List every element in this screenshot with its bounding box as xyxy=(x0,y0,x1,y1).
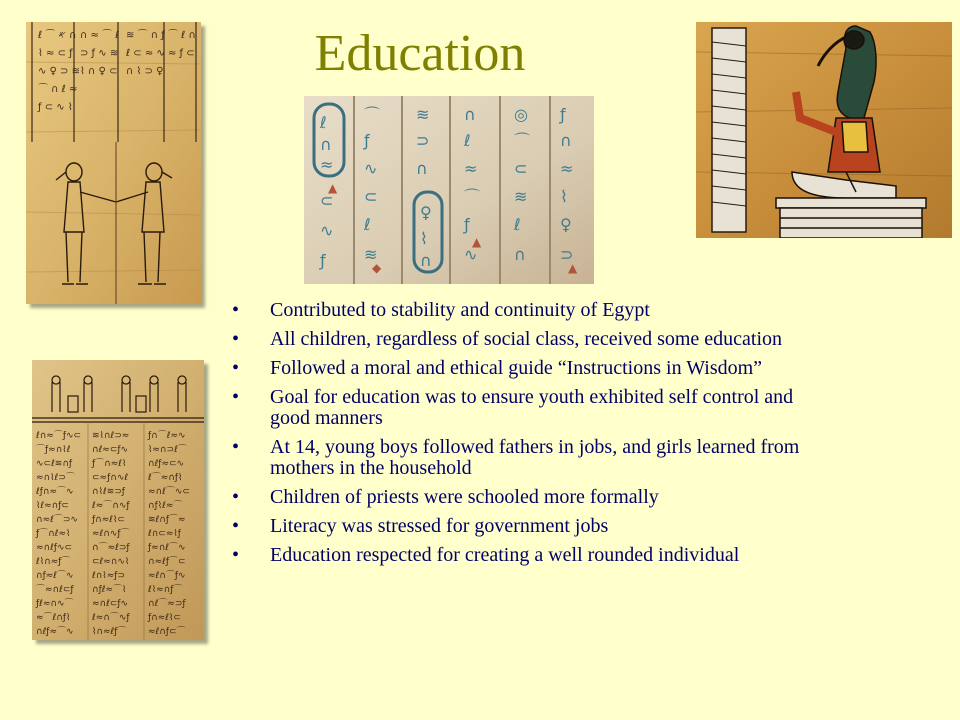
svg-text:≈∩ℓ⊂ƒ∿: ≈∩ℓ⊂ƒ∿ xyxy=(92,599,129,609)
svg-text:▲: ▲ xyxy=(568,261,578,275)
papyrus-two-figures-image xyxy=(26,22,201,304)
svg-text:∩≈ℓƒ⌒⊂: ∩≈ℓƒ⌒⊂ xyxy=(148,557,186,567)
svg-text:≈ℓ∩⌒ƒ∿: ≈ℓ∩⌒ƒ∿ xyxy=(148,571,186,581)
svg-text:∩ ⌇ ⊃ ♀: ∩ ⌇ ⊃ ♀ xyxy=(126,66,164,77)
svg-text:ℓ ⊂ ≈ ∿: ℓ ⊂ ≈ ∿ xyxy=(126,48,165,59)
papyrus-hieratic-image xyxy=(32,360,204,640)
svg-text:⊂: ⊂ xyxy=(364,187,378,206)
svg-text:⊂ℓ≈∩∿⌇: ⊂ℓ≈∩∿⌇ xyxy=(92,557,130,567)
svg-text:ƒ∩≈ℓ⌇⊂: ƒ∩≈ℓ⌇⊂ xyxy=(148,613,181,623)
svg-text:ℓ≈∩⌒∿ƒ: ℓ≈∩⌒∿ƒ xyxy=(92,613,130,623)
svg-text:◆: ◆ xyxy=(372,261,382,275)
svg-text:ƒ≈∩ℓ⌒∿: ƒ≈∩ℓ⌒∿ xyxy=(148,543,186,553)
svg-text:≈∩ℓƒ∿⊂: ≈∩ℓƒ∿⊂ xyxy=(36,543,73,553)
svg-text:≈ℓ∩ƒ⊂⌒: ≈ℓ∩ƒ⊂⌒ xyxy=(148,627,186,637)
svg-text:♀: ♀ xyxy=(560,215,572,234)
svg-text:⌇∩≈ℓƒ⌒: ⌇∩≈ℓƒ⌒ xyxy=(92,627,127,637)
svg-text:ℓ∩≈⌒ƒ∿⊂: ℓ∩≈⌒ƒ∿⊂ xyxy=(36,431,82,441)
svg-text:∩: ∩ xyxy=(514,245,526,264)
svg-text:ℓ≈⌒∩∿ƒ: ℓ≈⌒∩∿ƒ xyxy=(92,501,130,511)
svg-text:♀: ♀ xyxy=(420,203,432,222)
svg-text:ℓ: ℓ xyxy=(364,215,371,234)
svg-text:∩⌒≈ℓ⊃ƒ: ∩⌒≈ℓ⊃ƒ xyxy=(92,543,130,553)
svg-text:≈: ≈ xyxy=(320,155,334,174)
svg-text:ℓ⌇≈∩ƒ⌒: ℓ⌇≈∩ƒ⌒ xyxy=(148,585,183,595)
svg-text:∩: ∩ xyxy=(560,131,572,150)
svg-text:▲: ▲ xyxy=(472,235,482,249)
bullet-item: • Literacy was stressed for government jobs xyxy=(232,516,832,537)
svg-text:∩: ∩ xyxy=(420,251,432,270)
bullet-item: • Contributed to stability and continuity of Egypt xyxy=(232,300,832,321)
svg-text:≈: ≈ xyxy=(560,159,574,178)
svg-text:ℓ: ℓ xyxy=(320,113,327,132)
bullet-item: • At 14, young boys followed fathers in jobs, and girls learned from mothers in the household xyxy=(232,437,832,479)
svg-text:∩: ∩ xyxy=(416,159,428,178)
svg-text:ℓ: ℓ xyxy=(464,131,471,150)
svg-text:⌇≈∩⊃ℓ⌒: ⌇≈∩⊃ℓ⌒ xyxy=(148,445,187,455)
svg-text:⌇: ⌇ xyxy=(560,187,568,206)
svg-text:≋ ⌒ ∩ ƒ: ≋ ⌒ ∩ ƒ xyxy=(126,30,165,41)
svg-text:≋⌇∩ℓ⊃≈: ≋⌇∩ℓ⊃≈ xyxy=(92,431,130,441)
svg-text:ƒ: ƒ xyxy=(320,251,326,270)
svg-text:≋: ≋ xyxy=(364,245,378,264)
svg-text:∩ℓ⌒≈⊃ƒ: ∩ℓ⌒≈⊃ƒ xyxy=(148,599,186,609)
thoth-figure-image xyxy=(696,22,952,238)
svg-text:ℓƒ∩≈⌒∿: ℓƒ∩≈⌒∿ xyxy=(36,487,74,497)
svg-text:ƒℓ≈∩∿⌒: ƒℓ≈∩∿⌒ xyxy=(36,599,74,609)
svg-text:▲: ▲ xyxy=(328,181,338,195)
svg-text:ƒ∩≈ℓ⌇⊂: ƒ∩≈ℓ⌇⊂ xyxy=(92,515,125,525)
svg-text:ƒ: ƒ xyxy=(364,131,370,150)
svg-text:∩≈ℓ⌒⊃∿: ∩≈ℓ⌒⊃∿ xyxy=(36,515,78,525)
svg-text:∩ℓ≈⊂ƒ∿: ∩ℓ≈⊂ƒ∿ xyxy=(92,445,129,455)
svg-text:∿⊂ℓ≋∩ƒ: ∿⊂ℓ≋∩ƒ xyxy=(36,459,73,469)
svg-text:⌇ℓ≈∩ƒ⊂: ⌇ℓ≈∩ƒ⊂ xyxy=(36,501,69,511)
svg-text:⊂≈ƒ∩∿ℓ: ⊂≈ƒ∩∿ℓ xyxy=(92,473,129,483)
svg-text:⌇: ⌇ xyxy=(420,229,428,248)
svg-text:⌇ ≈ ⊂ ƒ: ⌇ ≈ ⊂ ƒ xyxy=(38,48,73,59)
bullet-item: • Goal for education was to ensure youth exhibited self control and good manners xyxy=(232,387,832,429)
svg-text:∿: ∿ xyxy=(320,221,334,240)
svg-text:ƒ ⊂ ∿ ⌇: ƒ ⊂ ∿ ⌇ xyxy=(38,102,73,113)
svg-text:∩ℓƒ≈⌒∿: ∩ℓƒ≈⌒∿ xyxy=(36,627,74,637)
bullet-item: • All children, regardless of social class, received some education xyxy=(232,329,832,350)
svg-text:≋: ≋ xyxy=(416,105,430,124)
svg-text:⊃: ⊃ xyxy=(560,245,574,264)
svg-text:⌒: ⌒ xyxy=(464,187,481,206)
slide-title: Education xyxy=(314,25,526,82)
svg-text:ƒ⌒∩ℓ≈⌇: ƒ⌒∩ℓ≈⌇ xyxy=(36,529,71,539)
svg-text:≋ℓ∩ƒ⌒≈: ≋ℓ∩ƒ⌒≈ xyxy=(148,515,186,525)
svg-text:∿: ∿ xyxy=(364,159,378,178)
svg-text:ℓ ⌒ 𐤀 ∩: ℓ ⌒ 𐤀 ∩ xyxy=(38,30,77,41)
hieroglyph-carving-image xyxy=(304,96,594,284)
svg-text:⌒ƒ≈∩⌇ℓ: ⌒ƒ≈∩⌇ℓ xyxy=(36,445,71,455)
svg-text:∩ƒ⌇ℓ≈⌒: ∩ƒ⌇ℓ≈⌒ xyxy=(148,501,183,511)
svg-text:∩ƒℓ≈⌒⌇: ∩ƒℓ≈⌒⌇ xyxy=(92,585,127,595)
svg-text:≈∩ℓ⌒∿⊂: ≈∩ℓ⌒∿⊂ xyxy=(148,487,190,497)
svg-text:∩: ∩ xyxy=(320,135,332,154)
svg-text:⊃ ƒ ∿ ≋: ⊃ ƒ ∿ ≋ xyxy=(80,48,119,59)
svg-text:ƒ∩⌒ℓ≈∿: ƒ∩⌒ℓ≈∿ xyxy=(148,431,186,441)
svg-text:ƒ: ƒ xyxy=(464,215,470,234)
svg-text:ℓ⌒≈∩ƒ⌇: ℓ⌒≈∩ƒ⌇ xyxy=(148,473,183,483)
svg-text:≈ ƒ ⊂: ≈ ƒ ⊂ xyxy=(168,48,195,59)
svg-text:≈ℓ∩∿ƒ⌒: ≈ℓ∩∿ƒ⌒ xyxy=(92,529,130,539)
svg-text:∩⌇ℓ≋⊃ƒ: ∩⌇ℓ≋⊃ƒ xyxy=(92,487,125,497)
svg-text:ℓ∩⊂≈⌇ƒ: ℓ∩⊂≈⌇ƒ xyxy=(148,529,181,539)
svg-text:≈∩⌇ℓ⊃⌒: ≈∩⌇ℓ⊃⌒ xyxy=(36,473,75,483)
svg-text:⌒ ℓ ∩: ⌒ ℓ ∩ xyxy=(168,30,196,41)
svg-text:≈: ≈ xyxy=(464,159,478,178)
svg-text:⌒≈∩ℓ⊂ƒ: ⌒≈∩ℓ⊂ƒ xyxy=(36,585,74,595)
bullet-item: • Followed a moral and ethical guide “Instructions in Wisdom” xyxy=(232,358,832,379)
svg-text:≈⌒ℓ∩ƒ⌇: ≈⌒ℓ∩ƒ⌇ xyxy=(36,613,71,623)
svg-text:ℓ∩⌇≈ƒ⊃: ℓ∩⌇≈ƒ⊃ xyxy=(92,571,125,581)
bullet-list xyxy=(232,300,832,574)
svg-text:⊂: ⊂ xyxy=(514,159,528,178)
svg-text:ℓ: ℓ xyxy=(514,215,521,234)
svg-text:⊂: ⊂ xyxy=(320,191,334,210)
svg-text:ƒ: ƒ xyxy=(560,105,566,124)
svg-text:⌒: ⌒ xyxy=(364,105,381,124)
svg-text:⌇ ∩ ♀ ⊂: ⌇ ∩ ♀ ⊂ xyxy=(80,66,118,77)
svg-text:≋: ≋ xyxy=(514,187,528,206)
svg-text:ℓ⌇∩≈ƒ⌒: ℓ⌇∩≈ƒ⌒ xyxy=(36,557,71,567)
svg-text:◎: ◎ xyxy=(514,105,528,124)
svg-text:⊃: ⊃ xyxy=(416,131,430,150)
bullet-item: • Education respected for creating a well rounded individual xyxy=(232,545,832,566)
svg-text:∩ ≈ ⌒ ℓ: ∩ ≈ ⌒ ℓ xyxy=(80,30,120,41)
svg-text:∩ℓƒ≈⊂∿: ∩ℓƒ≈⊂∿ xyxy=(148,459,185,469)
bullet-item: • Children of priests were schooled more formally xyxy=(232,487,832,508)
svg-text:∿ ♀ ⊃ ≋: ∿ ♀ ⊃ ≋ xyxy=(38,66,80,77)
svg-text:ƒ⌒∩≈ℓ⌇: ƒ⌒∩≈ℓ⌇ xyxy=(92,459,127,469)
svg-text:⌒: ⌒ xyxy=(514,131,531,150)
svg-text:∩: ∩ xyxy=(464,105,476,124)
svg-text:∿: ∿ xyxy=(464,245,478,264)
svg-text:∩ƒ≈ℓ⌒∿: ∩ƒ≈ℓ⌒∿ xyxy=(36,571,74,581)
svg-text:⌒ ∩ ℓ ≈: ⌒ ∩ ℓ ≈ xyxy=(38,84,78,95)
